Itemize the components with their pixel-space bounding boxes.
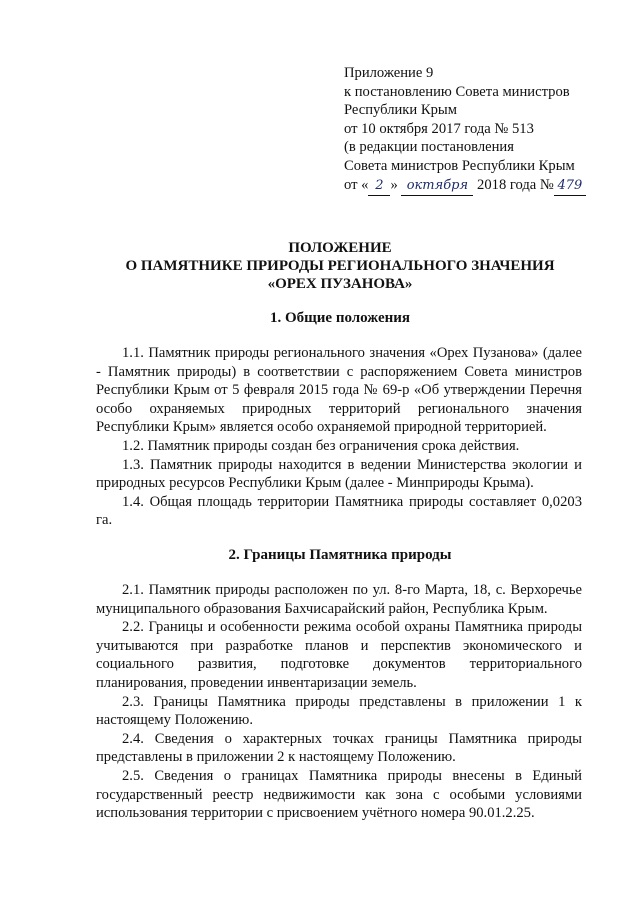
header-line: Совета министров Республики Крым xyxy=(344,157,575,174)
paragraph: 2.4. Сведения о характерных точках границы Памятника природы представлены в приложении 2 к настоящему Положению. xyxy=(96,730,582,766)
paragraph: 2.5. Сведения о границах Памятника природы внесены в Единый государственный реестр недвижимости как зона с особыми условиями использования территории с присвоением учётного номера 90.01.2.25. xyxy=(96,767,582,822)
document-title xyxy=(60,239,620,293)
date-year: 2018 года № xyxy=(477,176,554,193)
header-line: от 10 октября 2017 года № 513 xyxy=(344,120,534,137)
date-mid: » xyxy=(390,176,398,193)
paragraph: 1.4. Общая площадь территории Памятника природы составляет 0,0203 га. xyxy=(96,493,582,529)
header-date-line xyxy=(344,176,604,197)
title-line-1: ПОЛОЖЕНИЕ xyxy=(288,240,392,256)
title-line-2: О ПАМЯТНИКЕ ПРИРОДЫ РЕГИОНАЛЬНОГО ЗНАЧЕНИЯ xyxy=(125,258,555,274)
section-2-body xyxy=(96,581,582,823)
title-line-3: «ОРЕХ ПУЗАНОВА» xyxy=(267,276,413,292)
header-line: к постановлению Совета министров xyxy=(344,83,570,100)
paragraph: 1.2. Памятник природы создан без ограничения срока действия. xyxy=(122,437,520,454)
paragraph: 2.2. Границы и особенности режима особой охраны Памятника природы учитываются при разработке планов и перспектив экономического и социального развития, подготовке документов территориального планирования, проведении инвентаризации земель. xyxy=(96,619,582,691)
appendix-header xyxy=(344,64,604,196)
date-prefix: от « xyxy=(344,176,369,193)
header-line: (в редакции постановления xyxy=(344,139,514,156)
header-line: Приложение 9 xyxy=(344,65,434,81)
section-2-heading: 2. Границы Памятника природы xyxy=(228,547,452,563)
section-1-heading: 1. Общие положения xyxy=(269,310,411,326)
header-line: Республики Крым xyxy=(344,102,457,119)
paragraph: 2.3. Границы Памятника природы представлены в приложении 1 к настоящему Положению. xyxy=(96,693,582,729)
handwritten-day: 2 xyxy=(368,177,390,197)
paragraph: 2.1. Памятник природы расположен по ул. 8-го Марта, 18, с. Верхоречье муниципального образования Бахчисарайский район, Республика Крым. xyxy=(96,582,582,617)
paragraph: 1.1. Памятник природы регионального значения «Орех Пузанова» (далее - Памятник природы) в соответствии с распоряжением Совета министров Республики Крым от 5 февраля 2015 года № 69-р «Об утверждении Перечня особо охраняемых природных территорий регионального значения Республики Крым» является особо охраняемой природной территорией. xyxy=(96,345,582,436)
section-1-body xyxy=(96,344,582,530)
paragraph: 1.3. Памятник природы находится в ведении Министерства экологии и природных ресурсов Республики Крым (далее - Минприроды Крыма). xyxy=(96,456,582,492)
handwritten-number: 479 xyxy=(554,177,586,197)
handwritten-month: октября xyxy=(401,177,473,197)
